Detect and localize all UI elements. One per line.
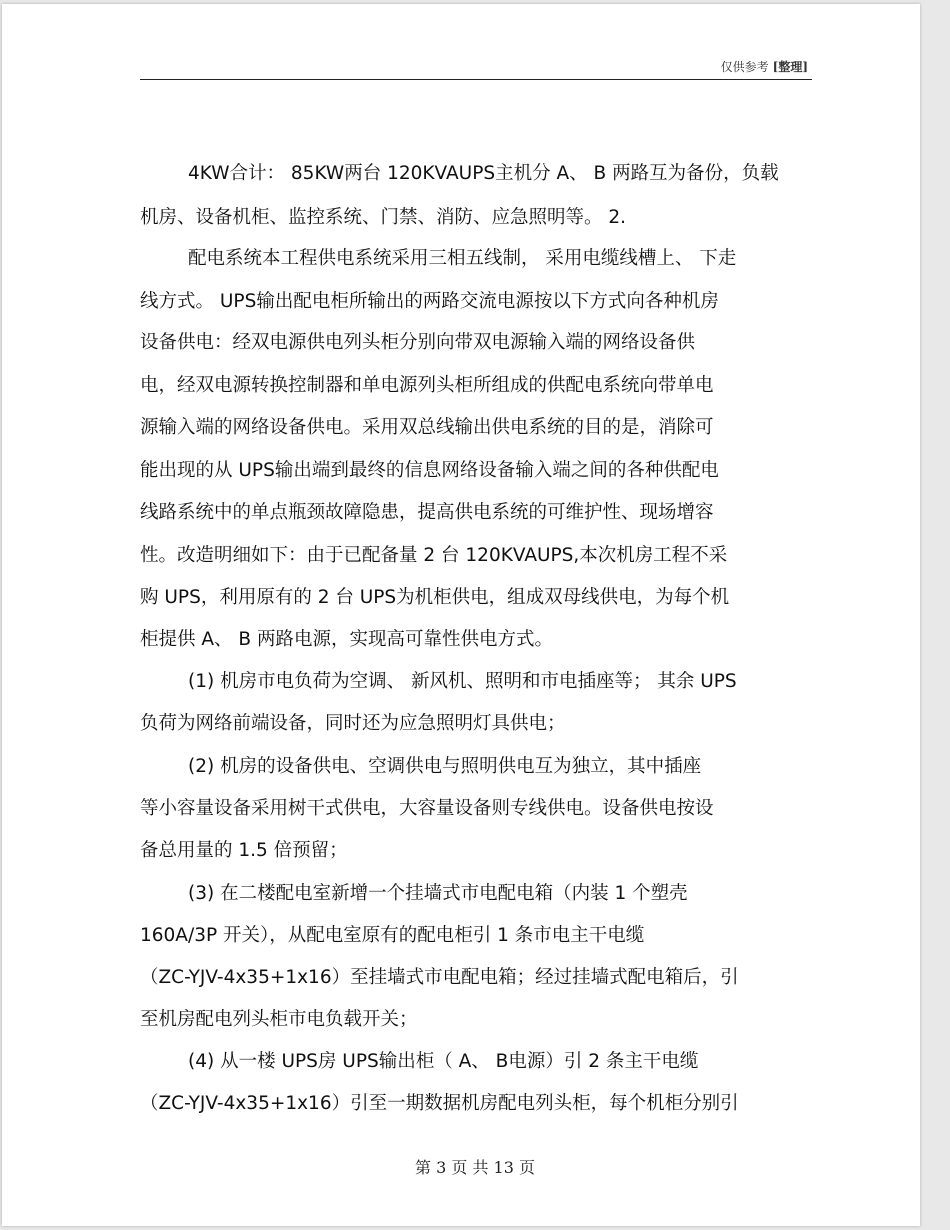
text-line: 至机房配电列头柜市电负载开关； (140, 1009, 418, 1030)
text-line: 备总用量的 1.5 倍预留； (140, 840, 348, 861)
text-line: 源输入端的网络设备供电。采用双总线输出供电系统的目的是，消除可 (140, 417, 714, 438)
text-line: 负荷为网络前端设备，同时还为应急照明灯具供电； (140, 713, 566, 734)
text-line: 机房、设备机柜、监控系统、门禁、消防、应急照明等。 2. (140, 207, 627, 228)
text-line: (2) 机房的设备供电、空调供电与照明供电互为独立，其中插座 (188, 756, 702, 777)
header-note: 仅供参考 (720, 60, 769, 74)
body-text (2, 4, 920, 1164)
page-footer: 第 3 页 共 13 页 (415, 1158, 535, 1177)
text-line: 购 UPS，利用原有的 2 台 UPS为机柜供电，组成双母线供电，为每个机 (140, 587, 730, 608)
text-line: 配电系统本工程供电系统采用三相五线制， 采用电缆线槽上、 下走 (188, 248, 737, 269)
text-line: 设备供电：经双电源供电列头柜分别向带双电源输入端的网络设备供 (140, 332, 696, 353)
text-line: 线路系统中的单点瓶颈故障隐患，提高供电系统的可维护性、现场增容 (140, 502, 714, 523)
text-line: 4KW合计： 85KW两台 120KVAUPS主机分 A、 B 两路互为备份，负载 (188, 163, 779, 184)
text-line: （ZC-YJV-4x35+1x16）至挂墙式市电配电箱；经过挂墙式配电箱后，引 (140, 967, 739, 988)
text-line: 线方式。 UPS输出配电柜所输出的两路交流电源按以下方式向各种机房 (140, 291, 719, 312)
text-line: 电，经双电源转换控制器和单电源列头柜所组成的供配电系统向带单电 (140, 375, 714, 396)
text-line: 等小容量设备采用树干式供电，大容量设备则专线供电。设备供电按设 (140, 798, 714, 819)
text-line: （ZC-YJV-4x35+1x16）引至一期数据机房配电列头柜，每个机柜分别引 (140, 1093, 739, 1114)
text-line: 柜提供 A、 B 两路电源，实现高可靠性供电方式。 (140, 629, 553, 650)
text-line: 160A/3P 开关），从配电室原有的配电柜引 1 条市电主干电缆 (140, 925, 645, 946)
text-line: 能出现的从 UPS输出端到最终的信息网络设备输入端之间的各种供配电 (140, 460, 719, 481)
text-line: (4) 从一楼 UPS房 UPS输出柜（ A、 B电源）引 2 条主干电缆 (188, 1051, 699, 1072)
header-tag: [整理] (772, 60, 808, 74)
document-page (2, 4, 920, 1226)
text-line: 性。改造明细如下：由于已配备量 2 台 120KVAUPS,本次机房工程不采 (140, 545, 728, 566)
text-line: (1) 机房市电负荷为空调、 新风机、照明和市电插座等； 其余 UPS (188, 671, 737, 692)
text-line: (3) 在二楼配电室新增一个挂墙式市电配电箱（内装 1 个塑壳 (188, 883, 688, 904)
